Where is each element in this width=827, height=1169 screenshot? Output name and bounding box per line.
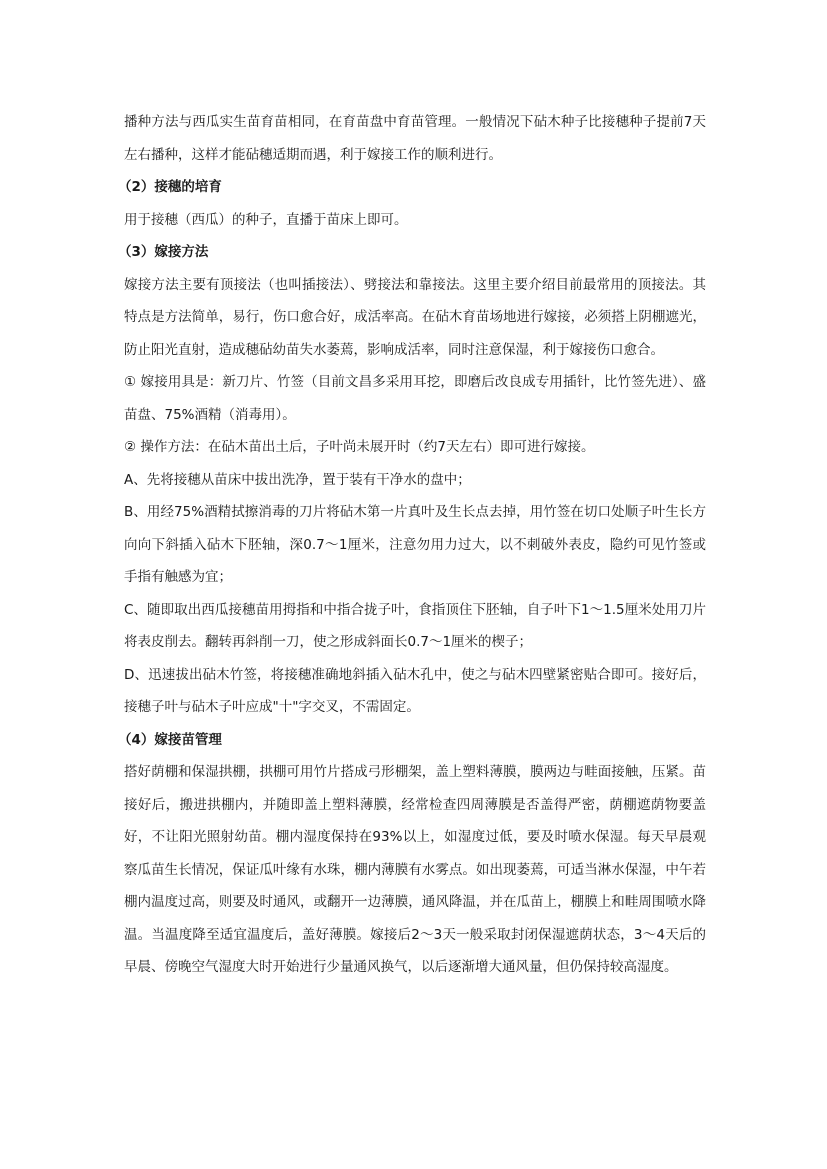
paragraph-step-c: C、随即取出西瓜接穗苗用拇指和中指合拢子叶，食指顶住下胚轴，自子叶下1～1.5厘米处用刀片将表皮削去。翻转再斜削一刀，使之形成斜面长0.7～1厘米的楔子； bbox=[124, 601, 706, 650]
paragraph-scion-seeds: 用于接穗（西瓜）的种子，直播于苗床上即可。 bbox=[124, 211, 408, 228]
paragraph-step-b: B、用经75%酒精拭擦消毒的刀片将砧木第一片真叶及生长点去掉，用竹签在切口处顺子叶生长方向向下斜插入砧木下胚轴，深0.7～1厘米，注意勿用力过大，以不刺破外表皮，隐约可见竹签或手指有触感为宜； bbox=[124, 504, 706, 585]
paragraph-operation-method: ② 操作方法：在砧木苗出土后，子叶尚未展开时（约7天左右）即可进行嫁接。 bbox=[124, 439, 595, 455]
paragraph-seedling-management: 搭好荫棚和保湿拱棚，拱棚可用竹片搭成弓形棚架，盖上塑料薄膜，膜两边与畦面接触，压紧。苗接好后，搬进拱棚内，并随即盖上塑料薄膜，经常检查四周薄膜是否盖得严密，荫棚遮荫物要盖好，不让阳光照射幼苗。棚内湿度保持在93%以上，如湿度过低，要及时喷水保湿。每天早晨观察瓜苗生长情况，保证瓜叶缘有水珠，棚内薄膜有水雾点。如出现萎蔫，可适当淋水保湿，中午若棚内温度过高，则要及时通风，或翻开一边薄膜，通风降温，并在瓜苗上，棚膜上和畦周围喷水降温。当温度降至适宜温度后，盖好薄膜。嫁接后2～3天一般采取封闭保湿遮荫状态，3～4天后的早晨、傍晚空气湿度大时开始进行少量通风换气，以后逐渐增大通风量，但仍保持较高湿度。 bbox=[124, 764, 706, 975]
document-body bbox=[118, 106, 706, 984]
paragraph-step-a: A、先将接穗从苗床中拔出洗净，置于装有干净水的盘中； bbox=[124, 471, 471, 488]
paragraph-sowing: 播种方法与西瓜实生苗育苗相同，在育苗盘中育苗管理。一般情况下砧木种子比接穗种子提前7天左右播种，这样才能砧穗适期而遇，利于嫁接工作的顺利进行。 bbox=[124, 114, 706, 163]
paragraph-grafting-tools: ① 嫁接用具是：新刀片、竹签（目前文昌多采用耳挖，即磨后改良成专用插针，比竹签先进）、盛苗盘、75%酒精（消毒用）。 bbox=[124, 374, 706, 423]
section-heading-seedling-management: （4）嫁接苗管理 bbox=[118, 731, 222, 748]
paragraph-step-d: D、迅速拔出砧木竹签，将接穗准确地斜插入砧木孔中，使之与砧木四壁紧密贴合即可。接好后，接穗子叶与砧木子叶应成"十"字交叉，不需固定。 bbox=[124, 666, 706, 715]
paragraph-grafting-method: 嫁接方法主要有顶接法（也叫插接法）、劈接法和靠接法。这里主要介绍目前最常用的顶接法。其特点是方法简单，易行，伤口愈合好，成活率高。在砧木育苗场地进行嫁接，必须搭上阴棚遮光，防止阳光直射，造成穗砧幼苗失水萎蔫，影响成活率，同时注意保湿，利于嫁接伤口愈合。 bbox=[124, 276, 706, 358]
section-heading-scion-cultivation: （2）接穗的培育 bbox=[118, 179, 222, 195]
section-heading-grafting-method: （3）嫁接方法 bbox=[118, 244, 209, 260]
